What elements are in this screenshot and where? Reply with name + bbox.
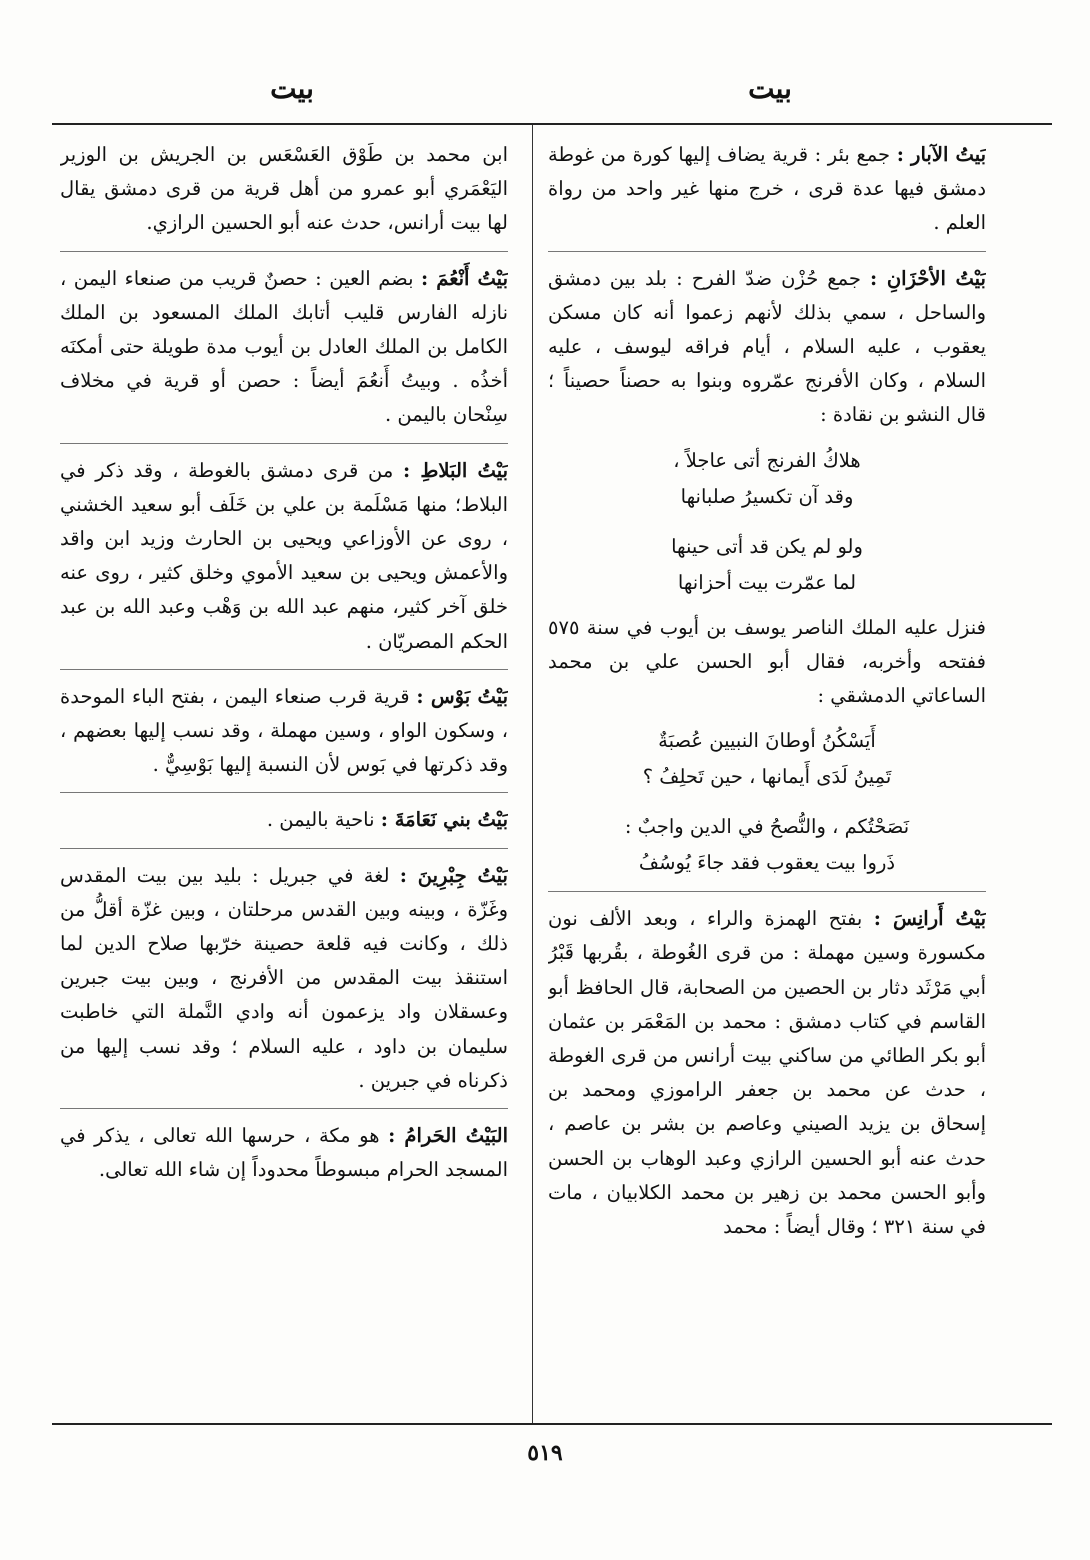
- entry-separator: [60, 251, 508, 252]
- entry-text: بفتح الهمزة والراء ، وبعد الألف نون مكسورة وسين مهملة : من قرى الغُوطة ، بقُربها قَبْرُ أبي مَرْثَد دثار بن الحصين من الصحابة، قال الحافظ أبو القاسم في كتاب دمشق : محمد بن المَعْمَر بن عثمان أبو بكر الطائي من ساكني بيت أرانس من قرى الغوطة ، حدث عن محمد بن جعفر الراموزي ومحمد بن إسحاق بن يزيد الصيني وعاصم بن بشر بن عاصم ، حدث عنه أبو الحسين الرازي وعبد الوهاب بن الحسن وأبو الحسن محمد بن زهير بن محمد الكلابيان ، مات في سنة ٣٢١ ؛ وقال أيضاً : محمد: [548, 907, 986, 1239]
- entry-text: جمع حُزْن ضدّ الفرح : بلد بين دمشق والساحل ، سمي بذلك لأنهم زعموا أنه كان مسكن يعقوب ، عليه السلام ، أيام فراقه ليوسف ، عليه السلام ، وكان الأفرنج عمّروه وبنوا به حصناً حصيناً ؛ قال النشو بن نقادة :: [548, 266, 986, 427]
- poem-line: هلاكُ الفرنج أتى عاجلاً ،: [673, 448, 861, 472]
- entry-separator: [548, 891, 986, 892]
- entry-term: بَيْتُ أَنْعُمَ :: [420, 266, 508, 290]
- entry-separator: [548, 251, 986, 252]
- running-header-left: بيت: [270, 72, 314, 105]
- entry-bayt-bani-naama: [60, 803, 508, 837]
- entry-bayt-al-abar: [548, 138, 986, 241]
- entry-separator: [60, 669, 508, 670]
- poem-line: أَيَسْكُنُ أوطانَ النبيين عُصبَةٌ: [658, 729, 876, 753]
- entry-bayt-al-balat: [60, 454, 508, 659]
- entry-bayt-aranis: [548, 902, 986, 1244]
- entry-bayt-al-ahzan: [548, 262, 986, 433]
- poem-line: تَمِينُ لَدَى أَيمانها ، حين تَحلِفُ ؟: [642, 765, 892, 789]
- entry-bayt-jibrin: [60, 859, 508, 1098]
- entry-term: بَيتُ الآبار :: [896, 143, 986, 166]
- column-divider: [532, 125, 533, 1423]
- entry-al-bayt-al-haram: [60, 1119, 508, 1187]
- entry-text: هو مكة ، حرسها الله تعالى ، يذكر في المسجد الحرام مبسوطاً محدوداً إن شاء الله تعالى.: [60, 1124, 508, 1182]
- running-header-right: بيت: [748, 72, 792, 105]
- poem-line: لما عمّرت بيت أحزانها: [677, 570, 857, 594]
- entry-term: بَيْتُ أَرانِسَ :: [873, 907, 986, 931]
- entry-text: من قرى دمشق بالغوطة ، وقد ذكر في البلاط؛ منها مَسْلَمة بن علي بن خَلَف أبو سعيد الخشني ، روى عن الأوزاعي ويحيى بن الحارث وزيد ابن واقد والأعمش ويحيى بن سعيد الأموي وخلق كثير ، روى عنه خلق آخر كثير، منهم عبد الله بن وَهْب وعبد الله بن عبد الحكم المصريّان .: [60, 458, 508, 653]
- entry-term: بَيْتُ البَلاطِ :: [402, 458, 508, 482]
- poem-line: ولو لم يكن قد أتى حينها: [671, 534, 863, 558]
- entry-term: بَيْتُ جِبْرِينَ :: [399, 863, 508, 887]
- page-number: ٥١٩: [527, 1440, 563, 1466]
- entry-text: ناحية باليمن .: [266, 808, 381, 832]
- entry-text: بضم العين : حصنٌ قريب من صنعاء اليمن ، نازله الفارس قليب أتابك الملك المسعود بن الملك الكامل بن الملك العادل بن أيوب مدة طويلة حتى أمكنَه أخذُه . وبيتُ أَنعُمَ أيضاً : حصن أو قرية في مخلاف سِنْحان باليمن .: [60, 266, 508, 427]
- entry-separator: [60, 792, 508, 793]
- entry-bayt-anum: [60, 262, 508, 433]
- poem-line: وقد آن تكسيرُ صلبانها: [680, 484, 854, 508]
- right-column: [548, 138, 986, 1418]
- entry-text: جمع بئر : قرية يضاف إليها كورة من غوطة دمشق فيها عدة قرى ، خرج منها غير واحد من رواة العلم .: [548, 143, 986, 235]
- entry-separator: [60, 443, 508, 444]
- continuation-text: ابن محمد بن طَوْق العَسْعَس بن الجريش بن الوزير اليَعْمَري أبو عمرو من أهل قرية من قرى دمشق يقال لها بيت أرانس، حدث عنه أبو الحسين الرازي.: [60, 143, 508, 235]
- entry-term: بَيْتُ بني نَعَامَةَ :: [380, 808, 508, 832]
- entry-term: البَيْتُ الحَرامُ :: [388, 1124, 508, 1148]
- footer-rule: [52, 1423, 1052, 1425]
- poem-al-saati: [548, 723, 986, 881]
- entry-term: بَيْتُ الأحْزَانِ :: [870, 266, 986, 290]
- entry-bayt-baws: [60, 680, 508, 783]
- poem-line: نَصَحْتُكم ، والنُّصحُ في الدين واجبٌ :: [624, 815, 910, 839]
- entry-text: لغة في جبريل : بليد بين بيت المقدس وغَزّة ، وبينه وبين القدس مرحلتان ، وبين غزّة أقلُّ من ذلك ، وكانت فيه قلعة حصينة خرّبها صلاح الدين لما استنقذ بيت المقدس من الأفرنج ، وبين بيت جبرين وعسقلان واد يزعمون أنه وادي النَّملة التي خاطبت سليمان بن داود ، عليه السلام ؛ وقد نسب إليها من ذكرناه في جبرين .: [60, 863, 508, 1092]
- poem-ibn-naqada: [548, 443, 986, 601]
- left-column: [60, 138, 508, 1418]
- entry-separator: [60, 1108, 508, 1109]
- entry-term: بَيْتُ بَوْس :: [416, 684, 508, 708]
- poem-line: ذَروا بيت يعقوب فقد جاءَ يُوسُفُ: [638, 851, 896, 875]
- header-rule: [52, 123, 1052, 125]
- entry-text: قرية قرب صنعاء اليمن ، بفتح الباء الموحدة ، وسكون الواو ، وسين مهملة ، وقد نسب إليها بعضهم ، وقد ذكرتها في بَوس لأن النسبة إليها بَوْسِيٌّ .: [60, 684, 508, 777]
- entry-separator: [60, 848, 508, 849]
- poem-transition-text: فنزل عليه الملك الناصر يوسف بن أيوب في سنة ٥٧٥ ففتحه وأخربه، فقال أبو الحسن علي بن محمد الساعاتي الدمشقي :: [548, 615, 986, 708]
